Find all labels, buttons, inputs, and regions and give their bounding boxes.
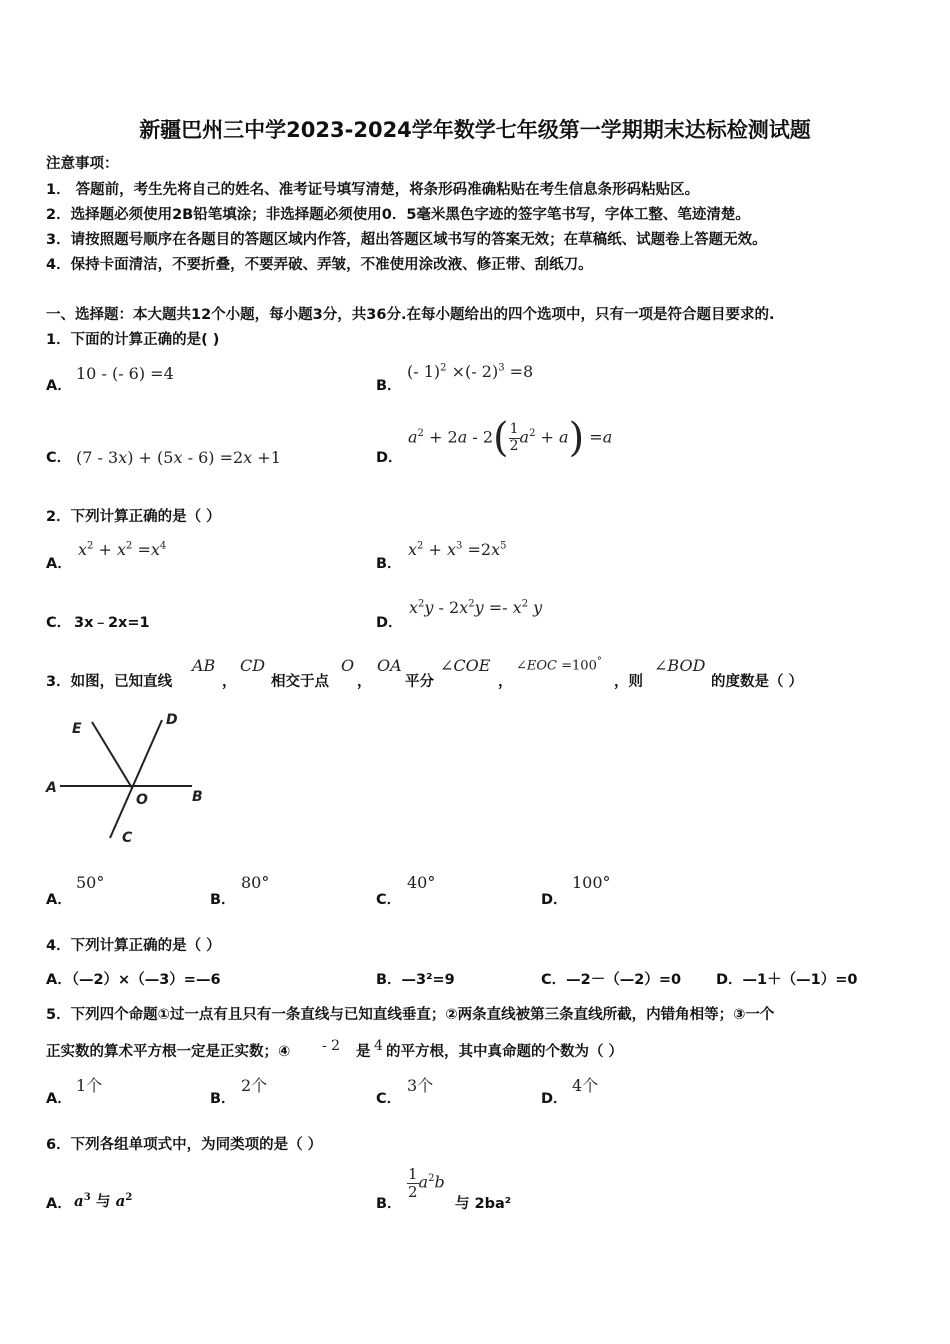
q6-option-a-formula: $a^3$ 与 $a^2$ — [74, 1192, 133, 1210]
q1-option-c-letter[interactable]: C． — [46, 450, 72, 466]
q3-figure — [40, 704, 220, 854]
q5-option-c-letter[interactable]: C． — [376, 1091, 402, 1107]
note-item: 3．请按照题号顺序在各题目的答题区域内作答，超出答题区域书写的答案无效；在草稿纸、试题卷上答题无效。 — [46, 232, 767, 248]
note-item: 4．保持卡面清洁，不要折叠，不要弄破、弄皱，不准使用涂改液、修正带、刮纸刀。 — [46, 257, 593, 273]
q1-option-d-letter[interactable]: D． — [376, 450, 403, 466]
figure-label-b: B — [192, 789, 203, 805]
figure-label-c: C — [122, 830, 133, 846]
question-4-stem: 4．下列计算正确的是（ ） — [46, 938, 221, 954]
q3-line-ab: AB — [192, 656, 216, 675]
q2-option-b-letter[interactable]: B． — [376, 556, 402, 572]
q3-option-a-value: 50° — [76, 873, 105, 892]
q5-option-a-value: 1个 — [76, 1076, 103, 1095]
q5-option-d-value: 4个 — [572, 1076, 599, 1095]
question-5-stem-line1: 5．下列四个命题①过一点有且只有一条直线与已知直线垂直；②两条直线被第三条直线所截，内错角相等；③一个 — [46, 1007, 775, 1023]
question-2-stem: 2．下列计算正确的是（ ） — [46, 509, 221, 525]
q2-option-c-letter[interactable]: C． — [46, 615, 72, 631]
q6-option-a-letter[interactable]: A． — [46, 1196, 72, 1212]
q4-option-c[interactable]: C．—2－（—2）=0 — [541, 972, 682, 988]
q1-option-c-formula: (7 - 3x) + (5x - 6) =2x +1 — [76, 448, 281, 467]
notes-heading: 注意事项： — [46, 156, 119, 172]
q3-option-a-letter[interactable]: A． — [46, 892, 72, 908]
q3-option-b-value: 80° — [241, 873, 270, 892]
q2-option-a-formula: $x^2 + x^2 =x^4$ — [78, 540, 167, 559]
q5-option-b-letter[interactable]: B． — [210, 1091, 236, 1107]
q3-angle-coe: ∠COE — [440, 656, 491, 675]
q5-option-d-letter[interactable]: D． — [541, 1091, 568, 1107]
q2-option-a-letter[interactable]: A． — [46, 556, 72, 572]
q2-option-c-formula: 3x﹣2x=1 — [74, 615, 150, 631]
q4-option-d[interactable]: D．—1＋（—1）=0 — [716, 972, 858, 988]
q3-comma: ， — [498, 674, 513, 690]
q3-angle-eoc-value: ∠EOC =100° — [516, 656, 602, 674]
note-item: 2．选择题必须使用2B铅笔填涂；非选择题必须使用0．5毫米黑色字迹的签字笔书写，字体工整、笔迹清楚。 — [46, 207, 750, 223]
question-3-stem-part: 的度数是（ ） — [711, 674, 804, 690]
page-title: 新疆巴州三中学2023-2024学年数学七年级第一学期期末达标检测试题 — [139, 118, 811, 142]
q2-option-d-letter[interactable]: D． — [376, 615, 403, 631]
q1-option-a-formula: 10 - (- 6) =4 — [76, 364, 174, 383]
q2-option-b-formula: $x^2 + x^3 =2x^5$ — [408, 540, 507, 559]
q1-option-b-letter[interactable]: B． — [376, 378, 402, 394]
question-5-stem-line2: 正实数的算术平方根一定是正实数；④ — [46, 1044, 291, 1060]
q5-number-neg2: - 2 — [322, 1038, 341, 1054]
q1-option-a-letter[interactable]: A． — [46, 378, 72, 394]
q2-option-d-formula: $x^2y - 2x^2y =- x^2$ y — [409, 598, 543, 617]
q1-option-b-formula: (- 1)$^2$ ×(- 2)$^3$ =8 — [407, 362, 534, 381]
q3-comma: ， — [222, 674, 237, 690]
question-3-stem-part: 3．如图，已知直线 — [46, 674, 173, 690]
q3-option-d-value: 100° — [572, 873, 611, 892]
q3-option-c-letter[interactable]: C． — [376, 892, 402, 908]
q3-option-c-value: 40° — [407, 873, 436, 892]
q5-option-a-letter[interactable]: A． — [46, 1091, 72, 1107]
figure-label-e: E — [72, 721, 82, 737]
q3-option-d-letter[interactable]: D． — [541, 892, 568, 908]
question-3-stem-part: ，则 — [614, 674, 643, 690]
question-3-stem-part: 平分 — [405, 674, 434, 690]
q3-line-cd: CD — [240, 656, 266, 675]
q5-option-c-value: 3个 — [407, 1076, 434, 1095]
question-3-stem-part: 相交于点 — [271, 674, 329, 690]
question-5-stem-part: 的平方根，其中真命题的个数为（ ） — [386, 1044, 624, 1060]
figure-label-d: D — [166, 712, 178, 728]
figure-label-o: O — [136, 792, 148, 808]
q6-option-b-letter[interactable]: B． — [376, 1196, 402, 1212]
section-heading: 一、选择题：本大题共12个小题，每小题3分，共36分.在每小题给出的四个选项中，只有一项是符合题目要求的. — [46, 307, 775, 323]
q6-option-b-formula: $\frac{1}{2}$ $a^2b$ — [408, 1165, 445, 1201]
q3-comma: ， — [357, 674, 372, 690]
q5-option-b-value: 2个 — [241, 1076, 268, 1095]
note-item: 1． 答题前，考生先将自己的姓名、准考证号填写清楚，将条形码准确粘贴在考生信息条形码粘贴区。 — [46, 182, 700, 198]
q5-number-4: 4 — [374, 1038, 383, 1054]
q3-point-o: O — [341, 656, 355, 675]
q6-option-b-tail: 与 2ba² — [455, 1196, 512, 1212]
q4-option-a[interactable]: A．（—2）×（—3）=—6 — [46, 972, 221, 988]
q3-ray-oa: OA — [377, 656, 402, 675]
figure-label-a: A — [46, 780, 57, 796]
q4-option-b[interactable]: B．—3²=9 — [376, 972, 455, 988]
q1-option-d-formula: $a^2 + 2a - 2$( $\frac{1}{2}$ $a^2 + a) =a$ — [408, 415, 613, 461]
q3-angle-bod: ∠BOD — [654, 656, 706, 675]
question-6-stem: 6．下列各组单项式中，为同类项的是（ ） — [46, 1137, 323, 1153]
q3-option-b-letter[interactable]: B． — [210, 892, 236, 908]
question-5-stem-part: 是 — [356, 1044, 371, 1060]
question-1-stem: 1．下面的计算正确的是( ) — [46, 332, 220, 348]
